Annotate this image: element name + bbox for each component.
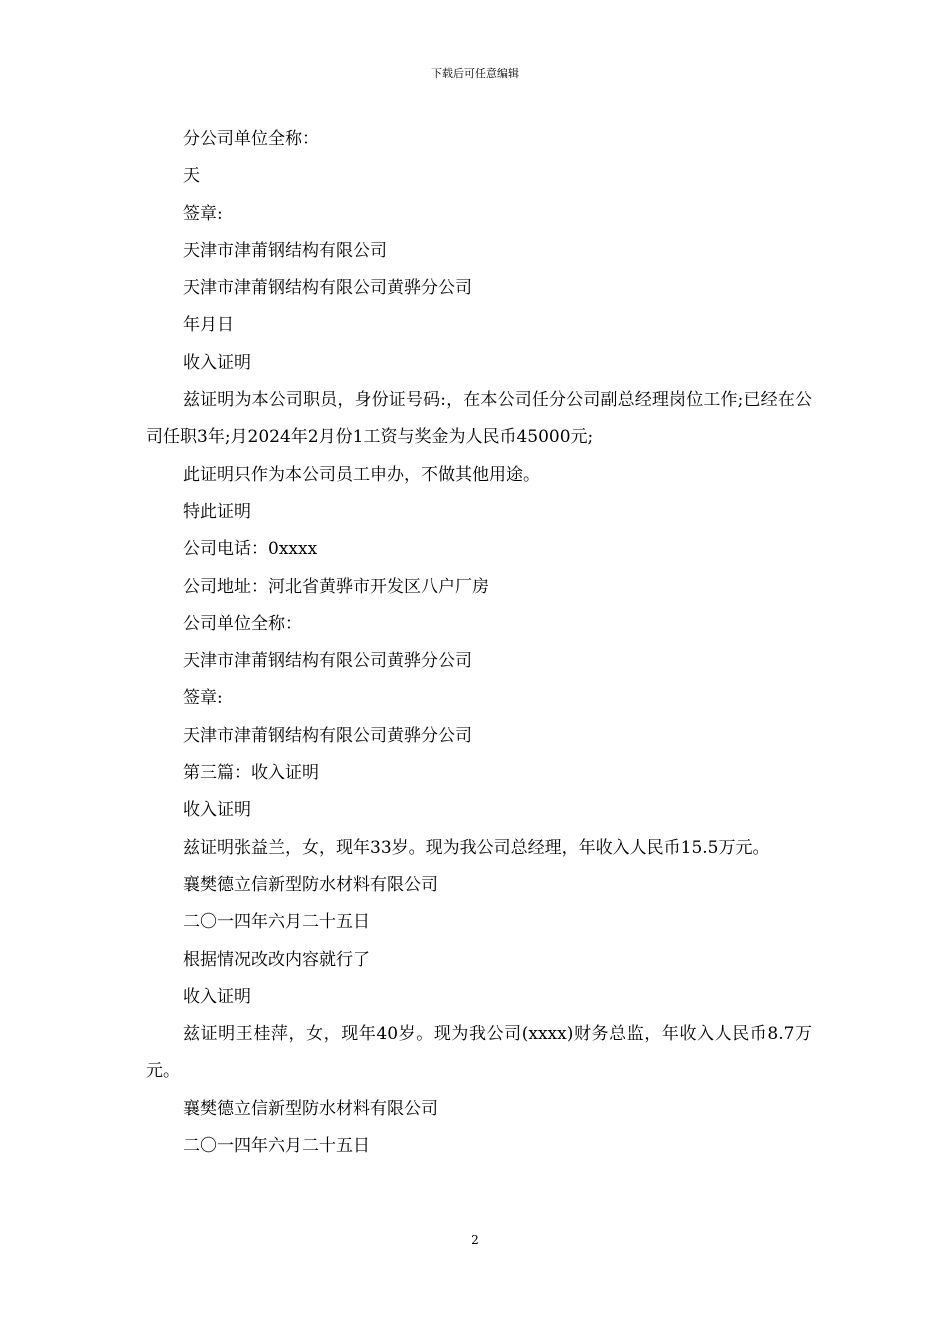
paragraph-income-certificate-title-3: 收入证明 <box>183 986 251 1007</box>
paragraph-tian: 天 <box>183 166 200 187</box>
paragraph-company-name: 天津市津莆钢结构有限公司 <box>183 240 387 261</box>
page-number: 2 <box>471 1233 479 1247</box>
paragraph-unit-name: 公司单位全称： <box>183 613 302 634</box>
paragraph-seal: 签章: <box>183 203 223 224</box>
paragraph-seal-2: 签章: <box>183 688 223 709</box>
paragraph-zhang-certificate: 兹证明张益兰，女，现年33岁。现为我公司总经理，年收入人民币15.5万元。 <box>183 837 770 858</box>
paragraph-wang-certificate: 兹证明王桂萍，女，现年40岁。现为我公司(xxxx)财务总监，年收入人民币8.7万元。 <box>146 1024 812 1082</box>
paragraph-company-phone: 公司电话：0xxxx <box>183 539 318 560</box>
paragraph-usage-note: 此证明只作为本公司员工申办，不做其他用途。 <box>183 464 540 485</box>
paragraph-edit-note: 根据情况改改内容就行了 <box>183 949 370 970</box>
paragraph-income-certificate-title-2: 收入证明 <box>183 800 251 821</box>
paragraph-date-placeholder: 年月日 <box>183 315 234 336</box>
paragraph-branch-company-name-3: 天津市津莆钢结构有限公司黄骅分公司 <box>183 725 472 746</box>
paragraph-hereby-certify: 特此证明 <box>183 501 251 522</box>
paragraph-xiangfan-company-2: 襄樊德立信新型防水材料有限公司 <box>183 1098 438 1119</box>
paragraph-section-three-heading: 第三篇：收入证明 <box>183 763 319 784</box>
paragraph-branch-company-name: 天津市津莆钢结构有限公司黄骅分公司 <box>183 278 472 299</box>
page-header: 下载后可任意编辑 <box>431 67 519 80</box>
paragraph-branch-company-name-2: 天津市津莆钢结构有限公司黄骅分公司 <box>183 651 472 672</box>
paragraph-date-2014-2: 二〇一四年六月二十五日 <box>183 1136 370 1157</box>
paragraph-xiangfan-company: 襄樊德立信新型防水材料有限公司 <box>183 874 438 895</box>
paragraph-branch-unit-name: 分公司单位全称： <box>183 129 319 149</box>
paragraph-company-address: 公司地址：河北省黄骅市开发区八户厂房 <box>183 576 489 597</box>
paragraph-certificate-body: 兹证明为本公司职员，身份证号码:，在本公司任分公司副总经理岗位工作;已经在公司任职3年;月2024年2月份1工资与奖金为人民币45000元; <box>146 390 812 448</box>
document-body <box>146 121 812 1165</box>
paragraph-income-certificate-title: 收入证明 <box>183 352 251 373</box>
paragraph-date-2014: 二〇一四年六月二十五日 <box>183 912 370 933</box>
